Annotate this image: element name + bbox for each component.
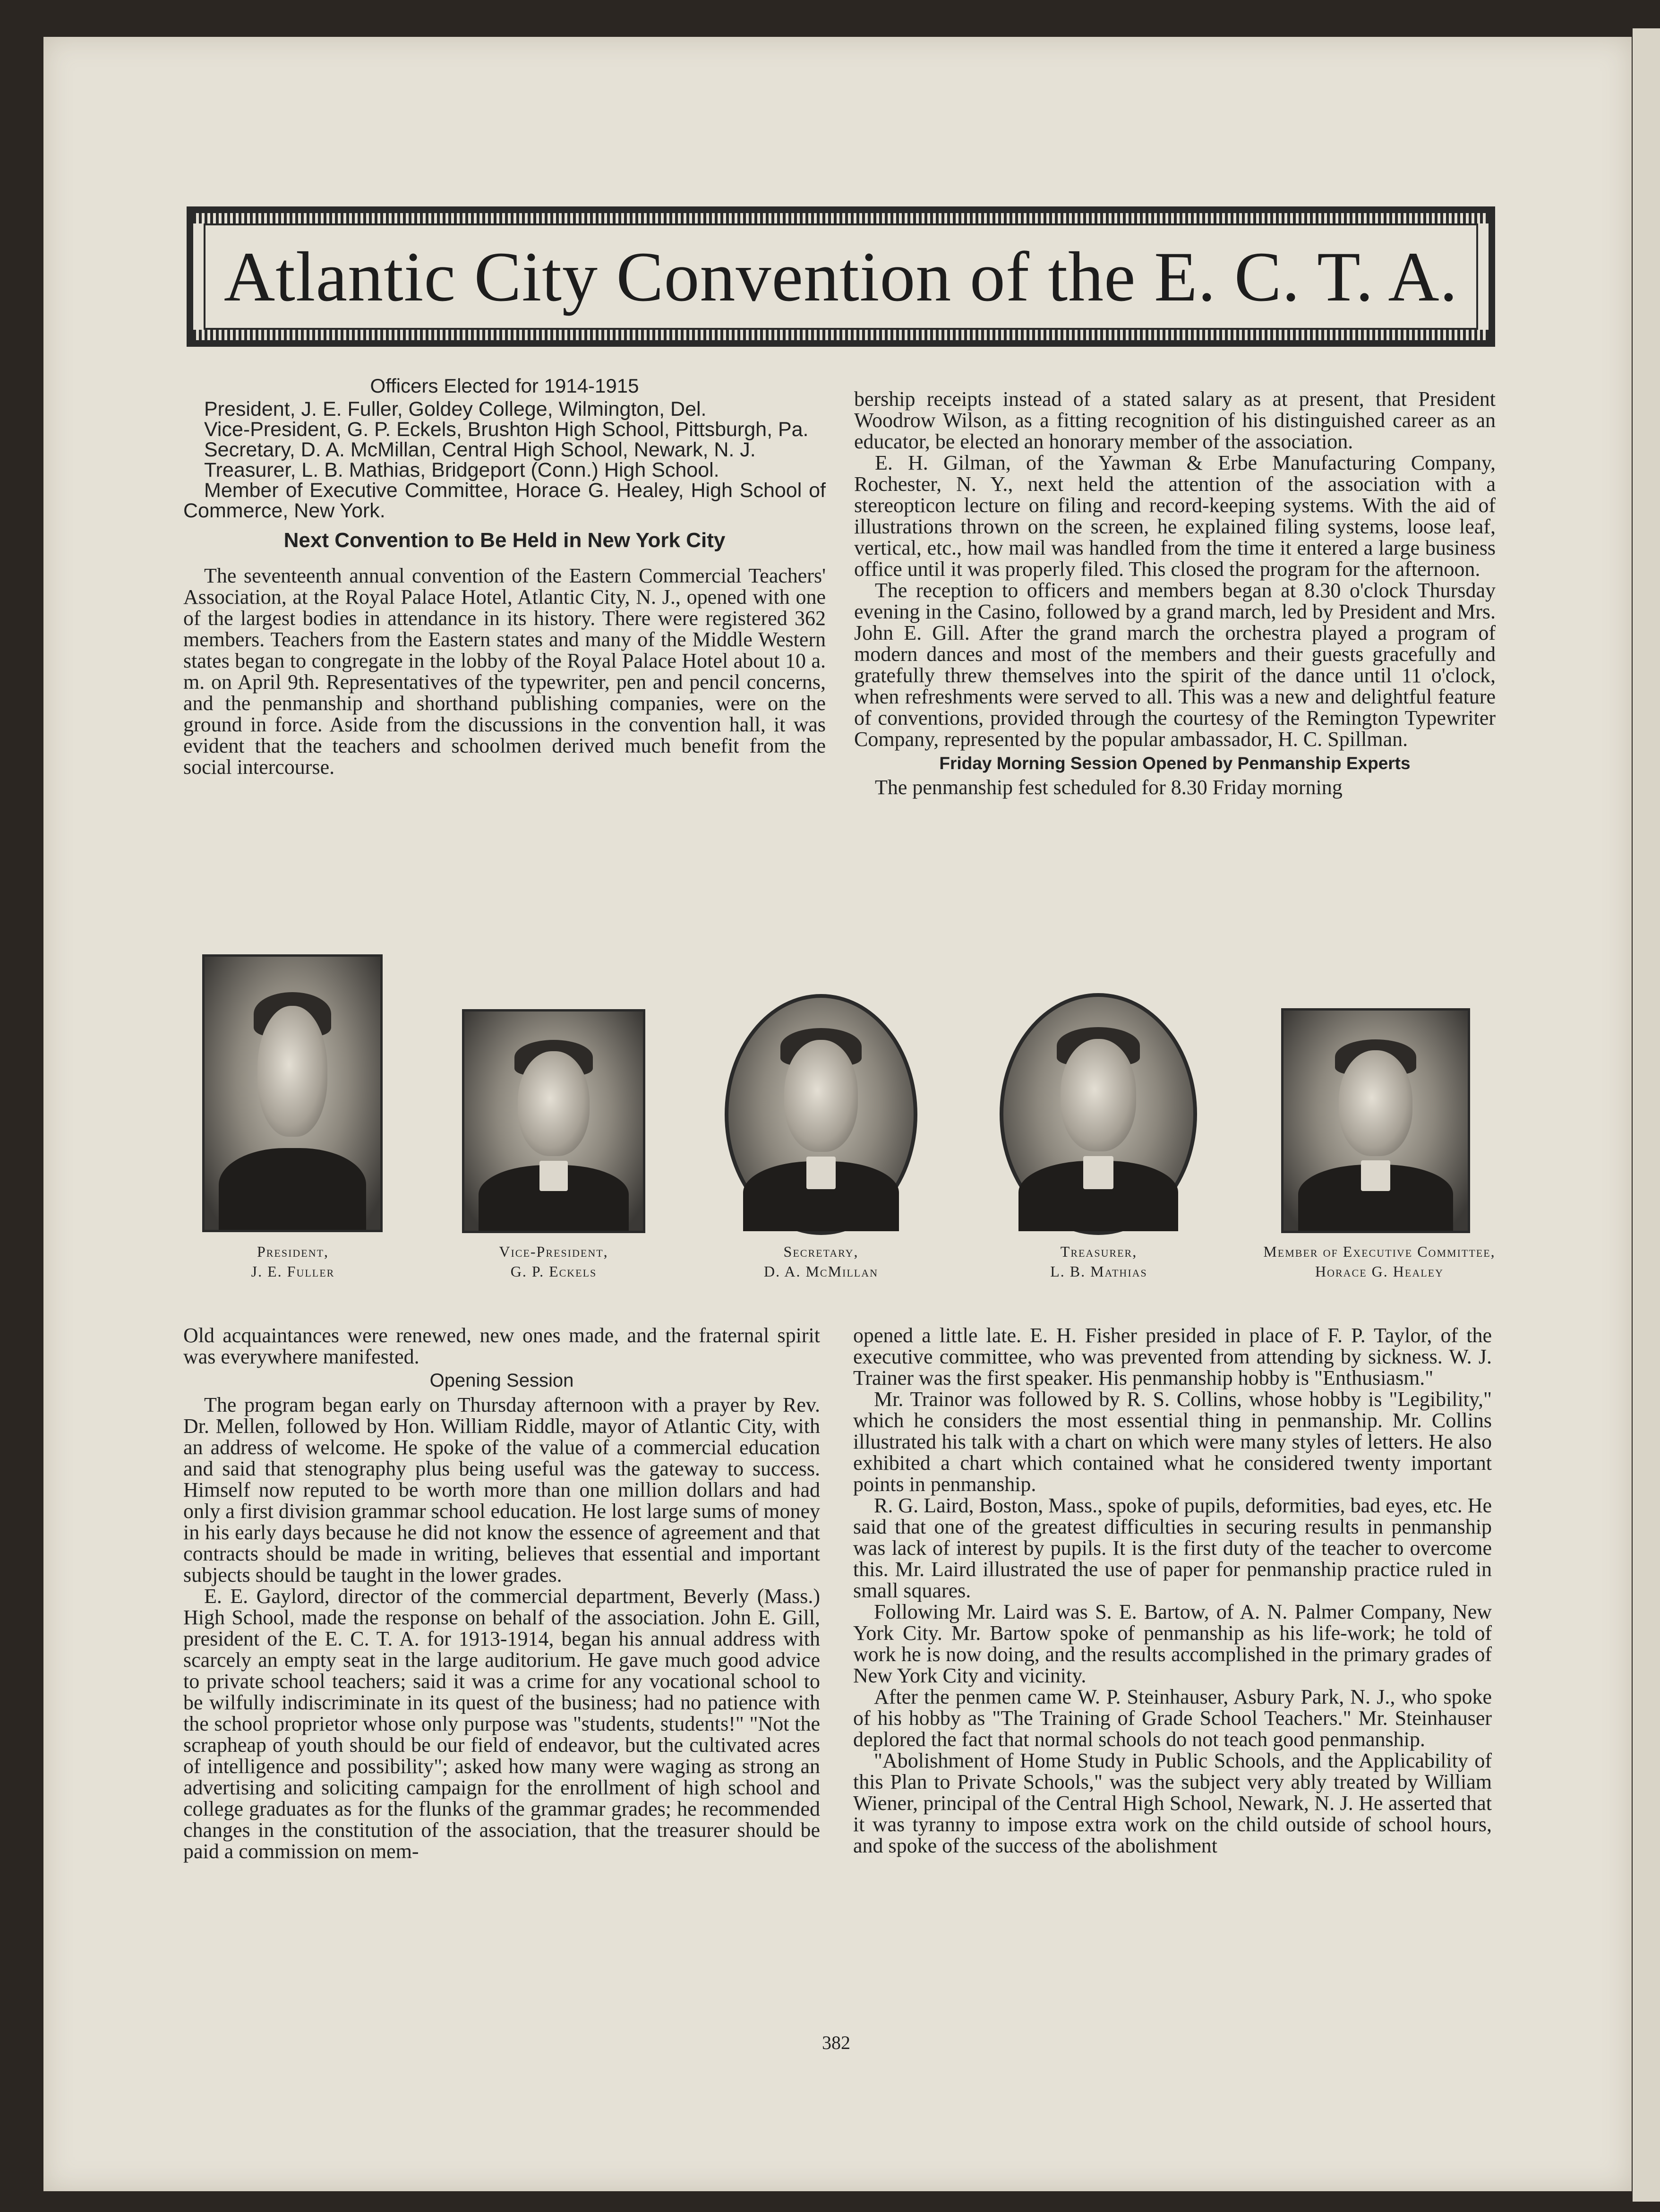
friday-session-heading: Friday Morning Session Opened by Penmanship Experts xyxy=(939,754,1411,773)
paragraph: The program began early on Thursday afternoon with a prayer by Rev. Dr. Mellen, followed by Hon. William Riddle, mayor of Atlantic City, with an address of welcome. He spoke of the value of a commercial education and said that stenography plus being useful was the gateway to success. Himself now reputed to be worth more than one million dollars and had only a first division grammar school education. He lost large sums of money in his early days because he did not know the essence of agreement and that contracts should be made in writing, believes that essential and important subjects should be taught in the lower grades. xyxy=(183,1393,820,1586)
portrait-fuller xyxy=(202,954,383,1232)
caption-secretary xyxy=(708,1242,934,1281)
caption-executive-member xyxy=(1257,1242,1502,1281)
opening-session-heading: Opening Session xyxy=(429,1370,574,1391)
portrait-collar xyxy=(806,1157,836,1189)
officer-president: President, J. E. Fuller, Goldey College, Wilmington, Del. xyxy=(204,398,707,420)
caption-vice-president xyxy=(440,1242,667,1281)
paragraph: Following Mr. Laird was S. E. Bartow, of A. N. Palmer Company, New York City. Mr. Bartow spoke of penmanship as his life-work; he told of work he is now doing, and the results accomplished in the primary grades of New York City and vicinity. xyxy=(853,1600,1492,1687)
caption-name: L. B. Mathias xyxy=(1050,1263,1147,1280)
caption-title: Treasurer, xyxy=(1060,1243,1138,1260)
portrait-mathias xyxy=(1000,993,1197,1235)
officer-treasurer: Treasurer, L. B. Mathias, Bridgeport (Conn.) High School. xyxy=(204,459,719,481)
article-title: Atlantic City Convention of the E. C. T. A. xyxy=(223,237,1458,316)
portrait-mcmillan xyxy=(725,994,917,1235)
officers-heading: Officers Elected for 1914-1915 xyxy=(370,375,639,397)
portrait-suit xyxy=(219,1148,367,1230)
paragraph: After the penmen came W. P. Steinhauser, Asbury Park, N. J., who spoke of his hobby as "The Training of Grade School Teachers." Mr. Steinhauser deplored the fact that normal schools do not teach good penmanship. xyxy=(853,1685,1492,1751)
portrait-healey xyxy=(1281,1008,1470,1233)
paragraph: Old acquaintances were renewed, new ones made, and the fraternal spirit was everywhere manifested. xyxy=(183,1324,820,1368)
portrait-collar xyxy=(1083,1156,1113,1189)
title-banner xyxy=(187,206,1495,347)
page-number: 382 xyxy=(822,2032,850,2053)
paragraph: The reception to officers and members began at 8.30 o'clock Thursday evening in the Casino, followed by a grand march, led by President and Mrs. John E. Gill. After the grand march the orchestra played a program of modern dances and most of the members and their guests gracefully and gratefully threw themselves into the spirit of the dance until 11 o'clock, when refreshments were served to all. This was a new and delightful feature of conventions, provided through the courtesy of the Remington Typewriter Company, represented by the popular ambassador, H. C. Spillman. xyxy=(854,579,1496,751)
portrait-face xyxy=(1339,1050,1412,1156)
caption-title: Vice-President, xyxy=(499,1243,608,1260)
paragraph: E. H. Gilman, of the Yawman & Erbe Manufacturing Company, Rochester, N. Y., next held the attention of the association with a stereopticon lecture on filing and record-keeping systems. With the aid of illustrations thrown on the screen, he explained filing systems, loose leaf, vertical, etc., how mail was handled from the time it entered a large business office until it was properly filed. This closed the program for the afternoon. xyxy=(854,451,1496,581)
paragraph: R. G. Laird, Boston, Mass., spoke of pupils, deformities, bad eyes, etc. He said that one of the greatest difficulties in securing results in penmanship was lack of interest by pupils. It is the first duty of the teacher to overcome this. Mr. Laird illustrated the use of paper for penmanship practice ruled in small squares. xyxy=(853,1494,1492,1602)
intro-paragraph: The seventeenth annual convention of the Eastern Commercial Teachers' Association, at the Royal Palace Hotel, Atlantic City, N. J., opened with one of the largest bodies in attendance in its history. There were registered 362 members. Teachers from the Eastern states and many of the Middle Western states began to congregate in the lobby of the Royal Palace Hotel about 10 a. m. on April 9th. Representatives of the typewriter, pen and pencil concerns, and the penmanship and shorthand publishing companies, were on the ground in force. Aside from the discussions in the convention hall, it was evident that the teachers and schoolmen derived much benefit from the social intercourse. xyxy=(183,564,826,779)
caption-president xyxy=(180,1242,406,1281)
caption-title: Member of Executive Committee, xyxy=(1263,1243,1496,1260)
paragraph: E. E. Gaylord, director of the commercial department, Beverly (Mass.) High School, made the response on behalf of the association. John E. Gill, president of the E. C. T. A. for 1913-1914, began his annual address with scarcely an empty seat in the large auditorium. He gave much good advice to private school teachers; said it was a crime for any vocational school to be wilfully indiscriminate in its quest of the business; had no patience with the school proprietor whose only purpose was "students, students!" "Not the scrapheap of youth should be our field of endeavor, but the cultivated acres of intelligence and possibility"; asked how many were waging as strong an advertising and soliciting campaign for the enrollment of high school and college graduates as for the flunks of the grammar grades; he recommended changes in the constitution of the association, that the treasurer should be paid a commission on mem- xyxy=(183,1585,820,1863)
top-right-column xyxy=(854,388,1496,798)
caption-name: J. E. Fuller xyxy=(251,1263,335,1280)
next-convention-heading: Next Convention to Be Held in New York City xyxy=(283,529,726,552)
portrait-eckels xyxy=(462,1009,645,1233)
caption-name: Horace G. Healey xyxy=(1315,1263,1444,1280)
officer-vice-president: Vice-President, G. P. Eckels, Brushton High School, Pittsburgh, Pa. xyxy=(204,418,809,441)
portrait-face xyxy=(257,1006,328,1137)
paragraph: The penmanship fest scheduled for 8.30 Friday morning xyxy=(875,776,1343,799)
caption-title: Secretary, xyxy=(783,1243,859,1260)
officer-secretary: Secretary, D. A. McMillan, Central High School, Newark, N. J. xyxy=(204,438,756,461)
adjacent-page-edge xyxy=(1633,28,1660,2202)
caption-name: G. P. Eckels xyxy=(510,1263,597,1280)
caption-treasurer xyxy=(985,1242,1212,1281)
bottom-right-column xyxy=(853,1325,1492,1856)
caption-name: D. A. McMillan xyxy=(763,1263,878,1280)
paragraph: Mr. Trainor was followed by R. S. Collins, whose hobby is "Legibility," which he considers the most essential thing in penmanship. Mr. Collins illustrated his talk with a chart on which were many styles of letters. He also exhibited a chart which contained what he considered twenty important points in penmanship. xyxy=(853,1388,1492,1496)
paragraph: opened a little late. E. H. Fisher presided in place of F. P. Taylor, of the executive committee, who was prevented from attending by sickness. W. J. Trainer was the first speaker. His penmanship hobby is "Enthusiasm." xyxy=(853,1324,1492,1389)
portrait-collar xyxy=(539,1161,568,1192)
bottom-left-column xyxy=(183,1325,820,1862)
caption-title: President, xyxy=(257,1243,329,1260)
paragraph: "Abolishment of Home Study in Public Schools, and the Applicability of this Plan to Private Schools," was the subject very ably treated by William Wiener, principal of the Central High School, Newark, N. J. He asserted that it was tyranny to impose extra work on the child outside of school hours, and spoke of the success of the abolishment xyxy=(853,1749,1492,1857)
paragraph: bership receipts instead of a stated salary as at present, that President Woodrow Wilson, as a fitting recognition of his distinguished career as an educator, be elected an honorary member of the association. xyxy=(854,387,1496,453)
portrait-collar xyxy=(1361,1160,1390,1191)
portrait-face xyxy=(518,1051,589,1157)
top-left-column xyxy=(183,373,826,778)
title-frame xyxy=(204,223,1478,330)
officer-executive-member: Member of Executive Committee, Horace G. Healey, High School of Commerce, New York. xyxy=(183,479,826,522)
portrait-face xyxy=(784,1040,858,1152)
portrait-face xyxy=(1061,1039,1137,1151)
